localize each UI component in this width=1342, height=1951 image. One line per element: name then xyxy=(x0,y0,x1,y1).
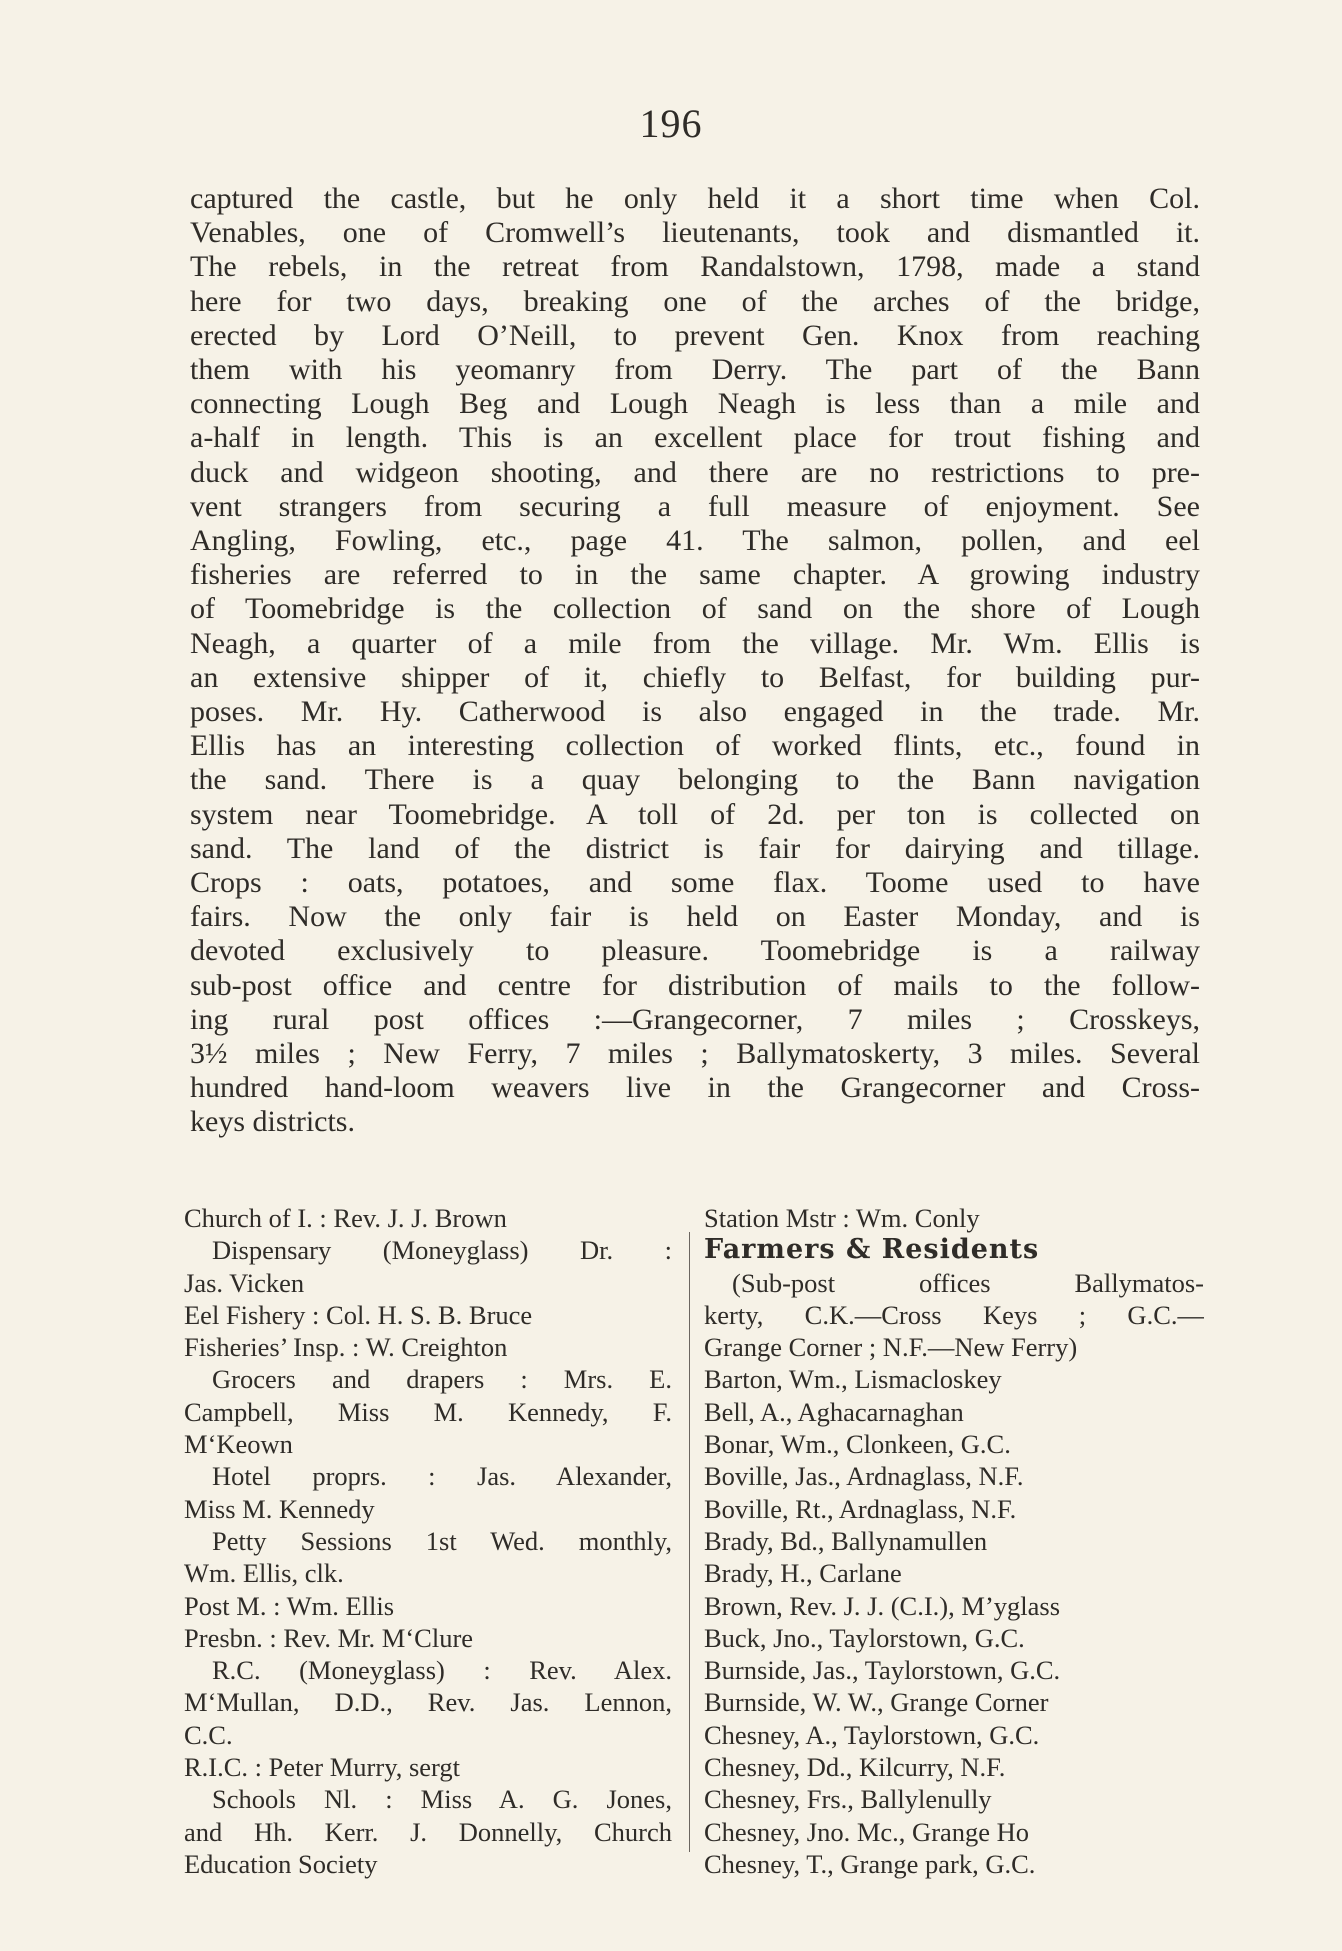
directory-entry-continuation: M‘Keown xyxy=(184,1429,293,1460)
resident-entry: Chesney, A., Taylorstown, G.C. xyxy=(704,1719,1040,1750)
sub-post-note: Grange Corner ; N.F.—New Ferry) xyxy=(704,1332,1078,1363)
directory-entry: Petty Sessions 1st Wed. monthly, xyxy=(212,1525,672,1556)
page-number: 196 xyxy=(639,101,703,146)
body-line: poses. Mr. Hy. Catherwood is also engaged in the trade. Mr. xyxy=(190,695,1200,729)
resident-entry: Chesney, Jno. Mc., Grange Ho xyxy=(704,1816,1030,1847)
directory-entry: R.I.C. : Peter Murry, sergt xyxy=(184,1752,461,1783)
body-line: a-half in length. This is an excellent place for trout fishing and xyxy=(190,421,1200,455)
resident-entry: Chesney, Frs., Ballylenully xyxy=(704,1784,992,1815)
body-line: vent strangers from securing a full measure of enjoyment. See xyxy=(190,489,1200,523)
body-line: Angling, Fowling, etc., page 41. The salmon, pollen, and eel xyxy=(190,524,1200,558)
directory-entry: Post M. : Wm. Ellis xyxy=(184,1590,395,1621)
directory-entry: Hotel proprs. : Jas. Alexander, xyxy=(212,1461,672,1492)
directory-entry-continuation: C.C. xyxy=(184,1719,233,1750)
directory-entry-continuation: Jas. Vicken xyxy=(184,1267,305,1298)
body-line: Crops : oats, potatoes, and some flax. Toome used to have xyxy=(190,866,1200,900)
body-line: fisheries are referred to in the same chapter. A growing industry xyxy=(190,558,1200,592)
directory-entry: Church of I. : Rev. J. J. Brown xyxy=(184,1203,507,1233)
resident-entry: Burnside, W. W., Grange Corner xyxy=(704,1687,1049,1718)
directory-entry-continuation: M‘Mullan, D.D., Rev. Jas. Lennon, xyxy=(184,1687,672,1718)
local-directory-column xyxy=(184,1202,672,1880)
directory-entry: Grocers and drapers : Mrs. E. xyxy=(212,1364,672,1395)
sub-post-note: (Sub-post offices Ballymatos- xyxy=(732,1267,1204,1298)
column-divider xyxy=(689,1232,690,1852)
body-line: ing rural post offices :—Grangecorner, 7 miles ; Crosskeys, xyxy=(190,1002,1200,1036)
sub-post-note: kerty, C.K.—Cross Keys ; G.C.— xyxy=(704,1299,1204,1330)
resident-entry: Buck, Jno., Taylorstown, G.C. xyxy=(704,1622,1025,1653)
body-line: here for two days, breaking one of the arches of the bridge, xyxy=(190,284,1200,318)
residents-column xyxy=(704,1202,1204,1880)
directory-entry-continuation: Campbell, Miss M. Kennedy, F. xyxy=(184,1396,672,1427)
body-line: connecting Lough Beg and Lough Neagh is less than a mile and xyxy=(190,387,1200,421)
body-line: the sand. There is a quay belonging to the Bann navigation xyxy=(190,763,1200,797)
body-line: erected by Lord O’Neill, to prevent Gen. Knox from reaching xyxy=(190,318,1200,352)
directory-entry-continuation: Education Society xyxy=(184,1848,378,1879)
directory-entry: Schools Nl. : Miss A. G. Jones, xyxy=(212,1784,672,1815)
directory-entry: R.C. (Moneyglass) : Rev. Alex. xyxy=(212,1655,672,1686)
directory-entry-continuation: Miss M. Kennedy xyxy=(184,1493,375,1524)
body-line: sub-post office and centre for distribution of mails to the follow- xyxy=(190,968,1200,1002)
body-line: Ellis has an interesting collection of worked flints, etc., found in xyxy=(190,729,1200,763)
body-line: duck and widgeon shooting, and there are no restrictions to pre- xyxy=(190,455,1200,489)
resident-entry: Boville, Rt., Ardnaglass, N.F. xyxy=(704,1493,1017,1524)
body-line: captured the castle, but he only held it a short time when Col. xyxy=(190,182,1200,215)
resident-entry: Brady, Bd., Ballynamullen xyxy=(704,1525,988,1556)
directory-columns xyxy=(184,1202,1204,1879)
station-master-entry: Station Mstr : Wm. Conly xyxy=(704,1203,980,1233)
directory-entry-continuation: Wm. Ellis, clk. xyxy=(184,1558,344,1589)
resident-entry: Chesney, Dd., Kilcurry, N.F. xyxy=(704,1752,1006,1783)
body-line: Neagh, a quarter of a mile from the village. Mr. Wm. Ellis is xyxy=(190,626,1200,660)
directory-entry: Presbn. : Rev. Mr. M‘Clure xyxy=(184,1622,474,1653)
directory-entry: Eel Fishery : Col. H. S. B. Bruce xyxy=(184,1299,533,1330)
body-line: system near Toomebridge. A toll of 2d. per ton is collected on xyxy=(190,797,1200,831)
resident-entry: Brown, Rev. J. J. (C.I.), M’yglass xyxy=(704,1590,1061,1621)
body-line: The rebels, in the retreat from Randalstown, 1798, made a stand xyxy=(190,250,1200,284)
resident-entry: Barton, Wm., Lismacloskey xyxy=(704,1364,1002,1395)
body-line: fairs. Now the only fair is held on Easter Monday, and is xyxy=(190,900,1200,934)
body-paragraph xyxy=(190,182,1200,1140)
resident-entry: Brady, H., Carlane xyxy=(704,1558,902,1589)
body-line: devoted exclusively to pleasure. Toomebridge is a railway xyxy=(190,934,1200,968)
farmers-residents-heading: Farmers & Residents xyxy=(704,1234,1040,1266)
directory-entry-continuation: and Hh. Kerr. J. Donnelly, Church xyxy=(184,1816,672,1847)
resident-entry: Burnside, Jas., Taylorstown, G.C. xyxy=(704,1655,1061,1686)
body-line: keys districts. xyxy=(190,1105,355,1139)
body-line: an extensive shipper of it, chiefly to Belfast, for building pur- xyxy=(190,660,1200,694)
resident-entry: Chesney, T., Grange park, G.C. xyxy=(704,1848,1036,1879)
body-line: sand. The land of the district is fair for dairying and tillage. xyxy=(190,831,1200,865)
resident-entry: Boville, Jas., Ardnaglass, N.F. xyxy=(704,1461,1024,1492)
body-line: hundred hand-loom weavers live in the Grangecorner and Cross- xyxy=(190,1071,1200,1105)
directory-entry: Fisheries’ Insp. : W. Creighton xyxy=(184,1332,508,1363)
body-line: Venables, one of Cromwell’s lieutenants, took and dismantled it. xyxy=(190,216,1200,250)
body-line: of Toomebridge is the collection of sand on the shore of Lough xyxy=(190,592,1200,626)
body-line: them with his yeomanry from Derry. The part of the Bann xyxy=(190,353,1200,387)
body-line: 3½ miles ; New Ferry, 7 miles ; Ballymatoskerty, 3 miles. Several xyxy=(190,1037,1200,1071)
resident-entry: Bonar, Wm., Clonkeen, G.C. xyxy=(704,1429,1011,1460)
resident-entry: Bell, A., Aghacarnaghan xyxy=(704,1396,964,1427)
directory-entry: Dispensary (Moneyglass) Dr. : xyxy=(212,1235,672,1266)
